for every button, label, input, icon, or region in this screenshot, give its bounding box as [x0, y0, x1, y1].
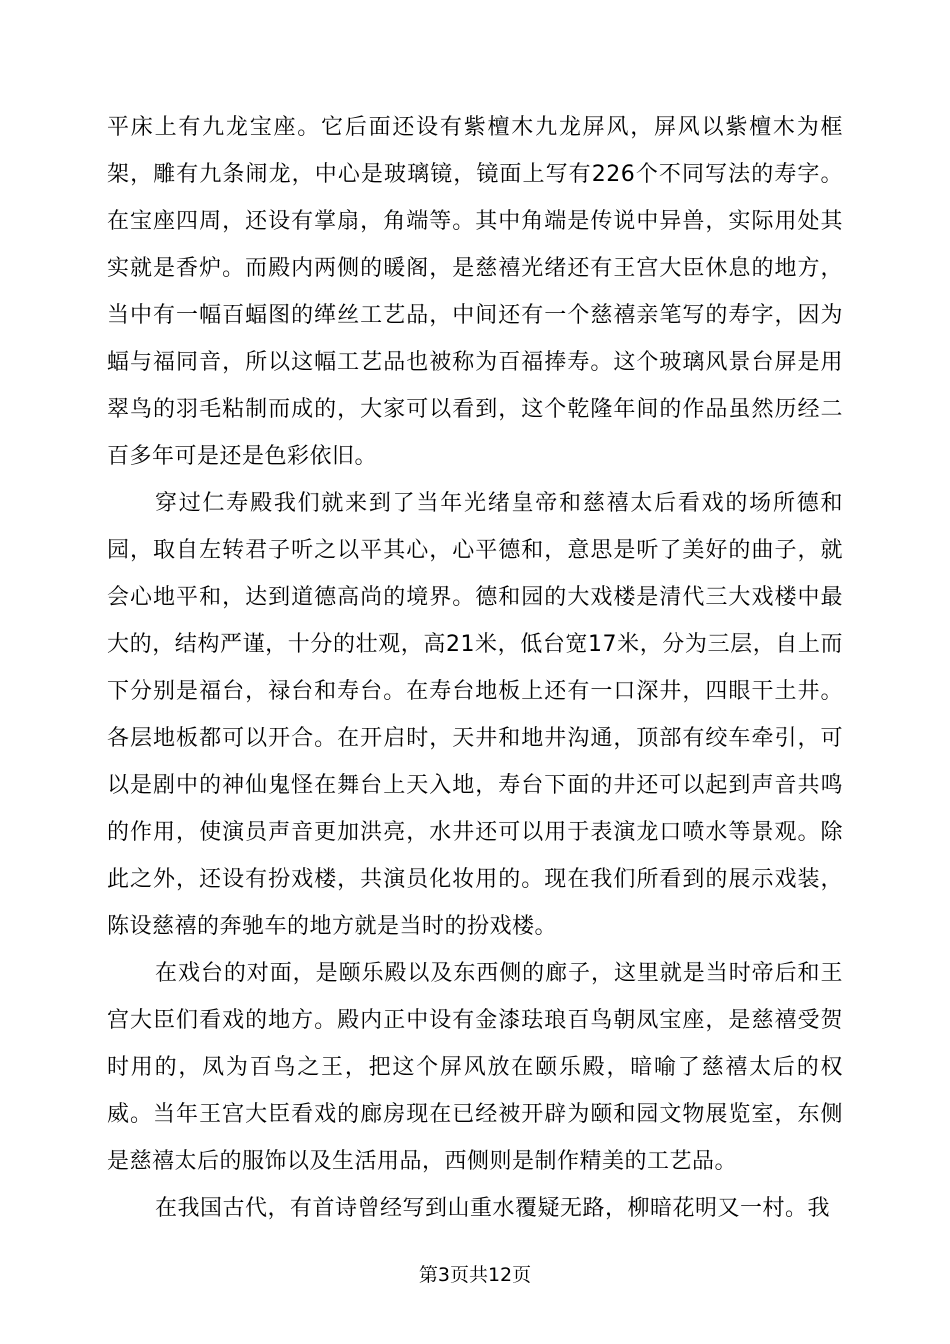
paragraph-2: 穿过仁寿殿我们就来到了当年光绪皇帝和慈禧太后看戏的场所德和园，取自左转君子听之以平其心，心平德和，意思是听了美好的曲子，就会心地平和，达到道德高尚的境界。德和园的大戏楼是清代三大戏楼中最大的，结构严谨，十分的壮观，高21米，低台宽17米，分为三层，自上而下分别是福台，禄台和寿台。在寿台地板上还有一口深井，四眼干土井。各层地板都可以开合。在开启时，天井和地井沟通，顶部有绞车牵引，可以是剧中的神仙鬼怪在舞台上天入地，寿台下面的井还可以起到声音共鸣的作用，使演员声音更加洪亮，水井还可以用于表演龙口喷水等景观。除此之外，还设有扮戏楼，共演员化妆用的。现在我们所看到的展示戏装，陈设慈禧的奔驰车的地方就是当时的扮戏楼。	[107, 491, 843, 939]
paragraph-1: 平床上有九龙宝座。它后面还设有紫檀木九龙屏风，屏风以紫檀木为框架，雕有九条闹龙，中心是玻璃镜，镜面上写有226个不同写法的寿字。在宝座四周，还设有掌扇，角端等。其中角端是传说中异兽，实际用处其实就是香炉。而殿内两侧的暖阁，是慈禧光绪还有王宫大臣休息的地方，当中有一幅百蝠图的缂丝工艺品，中间还有一个慈禧亲笔写的寿字，因为蝠与福同音，所以这幅工艺品也被称为百福捧寿。这个玻璃风景台屏是用翠鸟的羽毛粘制而成的，大家可以看到，这个乾隆年间的作品虽然历经二百多年可是还是色彩依旧。	[107, 115, 843, 469]
paragraph-4: 在我国古代，有首诗曾经写到山重水覆疑无路，柳暗花明又一村。我	[155, 1196, 831, 1221]
page-body	[107, 104, 843, 1232]
page-number-footer: 第3页共12页	[418, 1264, 532, 1286]
paragraph-3: 在戏台的对面，是颐乐殿以及东西侧的廊子，这里就是当时帝后和王宫大臣们看戏的地方。殿内正中设有金漆珐琅百鸟朝凤宝座，是慈禧受贺时用的，凤为百鸟之王，把这个屏风放在颐乐殿，暗喻了慈禧太后的权威。当年王宫大臣看戏的廊房现在已经被开辟为颐和园文物展览室，东侧是慈禧太后的服饰以及生活用品，西侧则是制作精美的工艺品。	[107, 961, 843, 1174]
